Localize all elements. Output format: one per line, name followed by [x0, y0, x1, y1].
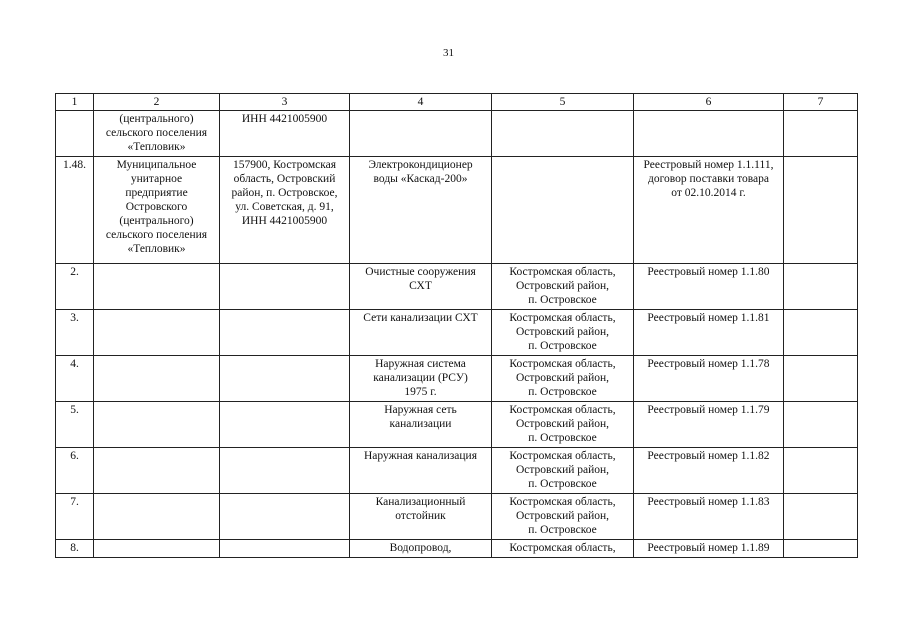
table-row	[56, 111, 858, 157]
holder-cell: Муниципальное унитарное предприятие Островского (центрального) сельского поселения «Тепловик»	[94, 157, 220, 264]
address-cell	[220, 356, 350, 402]
table-row	[56, 356, 858, 402]
page-number: 31	[443, 47, 454, 59]
registry-cell: Реестровый номер 1.1.89	[634, 540, 784, 558]
registry-cell: Реестровый номер 1.1.81	[634, 310, 784, 356]
table-row	[56, 157, 858, 264]
column-header: 4	[350, 94, 492, 111]
row-number-cell	[56, 111, 94, 157]
registry-cell: Реестровый номер 1.1.82	[634, 448, 784, 494]
holder-cell	[94, 310, 220, 356]
column-header: 7	[784, 94, 858, 111]
row-number-cell: 6.	[56, 448, 94, 494]
address-cell	[220, 494, 350, 540]
object-name-cell: Сети канализации СХТ	[350, 310, 492, 356]
address-cell: 157900, Костромская область, Островский район, п. Островское, ул. Советская, д. 91, ИНН 4421005900	[220, 157, 350, 264]
location-cell	[492, 157, 634, 264]
holder-cell	[94, 540, 220, 558]
object-name-cell: Канализационный отстойник	[350, 494, 492, 540]
location-cell: Костромская область,	[492, 540, 634, 558]
object-name-cell	[350, 111, 492, 157]
column-header: 5	[492, 94, 634, 111]
address-cell	[220, 540, 350, 558]
notes-cell	[784, 540, 858, 558]
notes-cell	[784, 310, 858, 356]
object-name-cell: Наружная сеть канализации	[350, 402, 492, 448]
location-cell: Костромская область, Островский район, п. Островское	[492, 448, 634, 494]
object-name-cell: Водопровод,	[350, 540, 492, 558]
registry-cell: Реестровый номер 1.1.79	[634, 402, 784, 448]
holder-cell	[94, 494, 220, 540]
object-name-cell: Электрокондиционер воды «Каскад-200»	[350, 157, 492, 264]
object-name-cell: Наружная система канализации (РСУ) 1975 г.	[350, 356, 492, 402]
holder-cell	[94, 448, 220, 494]
notes-cell	[784, 448, 858, 494]
table-row	[56, 540, 858, 558]
object-name-cell: Наружная канализация	[350, 448, 492, 494]
location-cell: Костромская область, Островский район, п. Островское	[492, 264, 634, 310]
notes-cell	[784, 264, 858, 310]
row-number-cell: 2.	[56, 264, 94, 310]
object-name-cell: Очистные сооружения СХТ	[350, 264, 492, 310]
property-registry-table	[55, 93, 858, 558]
notes-cell	[784, 111, 858, 157]
location-cell: Костромская область, Островский район, п. Островское	[492, 310, 634, 356]
holder-cell	[94, 264, 220, 310]
address-cell: ИНН 4421005900	[220, 111, 350, 157]
row-number-cell: 1.48.	[56, 157, 94, 264]
holder-cell	[94, 402, 220, 448]
row-number-cell: 4.	[56, 356, 94, 402]
registry-cell: Реестровый номер 1.1.111, договор поставки товара от 02.10.2014 г.	[634, 157, 784, 264]
registry-cell: Реестровый номер 1.1.78	[634, 356, 784, 402]
address-cell	[220, 402, 350, 448]
row-number-cell: 8.	[56, 540, 94, 558]
column-header: 2	[94, 94, 220, 111]
table-row	[56, 402, 858, 448]
holder-cell: (центрального) сельского поселения «Тепловик»	[94, 111, 220, 157]
header-row	[56, 94, 858, 111]
row-number-cell: 3.	[56, 310, 94, 356]
holder-cell	[94, 356, 220, 402]
location-cell	[492, 111, 634, 157]
address-cell	[220, 310, 350, 356]
table-row	[56, 264, 858, 310]
address-cell	[220, 448, 350, 494]
location-cell: Костромская область, Островский район, п. Островское	[492, 494, 634, 540]
registry-cell	[634, 111, 784, 157]
notes-cell	[784, 157, 858, 264]
column-header: 3	[220, 94, 350, 111]
notes-cell	[784, 402, 858, 448]
notes-cell	[784, 494, 858, 540]
row-number-cell: 7.	[56, 494, 94, 540]
location-cell: Костромская область, Островский район, п. Островское	[492, 402, 634, 448]
notes-cell	[784, 356, 858, 402]
column-header: 6	[634, 94, 784, 111]
table-row	[56, 310, 858, 356]
table-row	[56, 494, 858, 540]
registry-cell: Реестровый номер 1.1.80	[634, 264, 784, 310]
row-number-cell: 5.	[56, 402, 94, 448]
table-row	[56, 448, 858, 494]
address-cell	[220, 264, 350, 310]
registry-cell: Реестровый номер 1.1.83	[634, 494, 784, 540]
column-header: 1	[56, 94, 94, 111]
location-cell: Костромская область, Островский район, п. Островское	[492, 356, 634, 402]
